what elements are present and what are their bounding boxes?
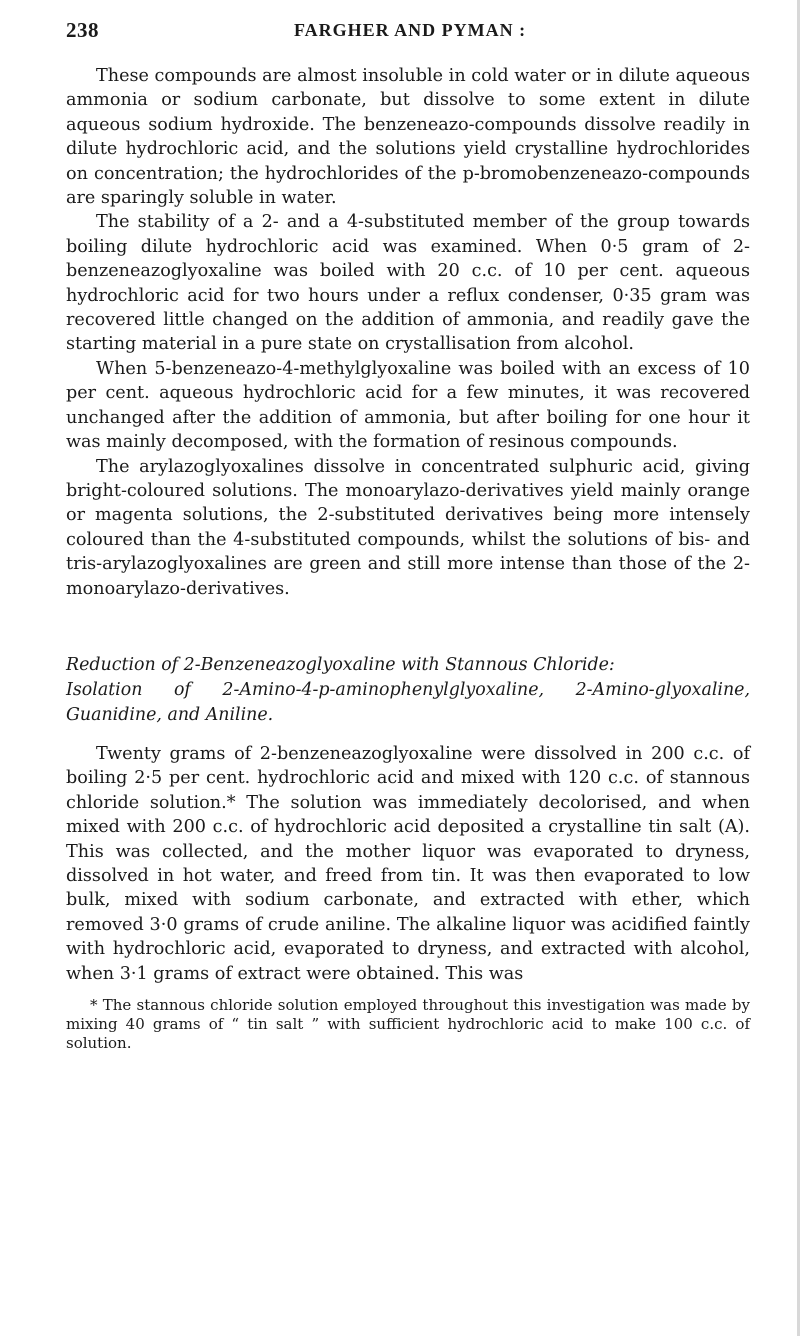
body-text xyxy=(66,64,750,1053)
paragraph-sulphuric: The arylazoglyoxalines dissolve in concentrated sulphuric acid, giving bright-coloured solutions. The monoarylazo-derivatives yield mainly orange or magenta solutions, the 2-substituted derivatives being more intensely coloured than the 4-substituted compounds, whilst the solutions of bis- and tris-arylazoglyoxalines are green and still more intense than those of the 2-monoarylazo-derivatives. xyxy=(66,456,750,599)
running-head: FARGHER AND PYMAN : xyxy=(294,20,527,40)
section-heading xyxy=(66,653,750,728)
paragraph-reduction: Twenty grams of 2-benzeneazoglyoxaline were dissolved in 200 c.c. of boiling 2·5 per cent. hydrochloric acid and mixed with 120 c.c. of stannous chloride solution.* The solution was immediately decolorised, and when mixed with 200 c.c. of hydrochloric acid deposited a crystalline tin salt (A). This was collected, and the mother liquor was evaporated to dryness, dissolved in hot water, and freed from tin. It was then evaporated to low bulk, mixed with sodium carbonate, and extracted with ether, which removed 3·0 grams of crude aniline. The alkaline liquor was acidified faintly with hydrochloric acid, evaporated to dryness, and extracted with alcohol, when 3·1 grams of extract were obtained. This was xyxy=(66,743,750,984)
page-header xyxy=(66,18,746,46)
paragraph-stability: The stability of a 2- and a 4-substituted member of the group towards boiling dilute hydrochloric acid was examined. When 0·5 gram of 2-benzeneazoglyoxaline was boiled with 20 c.c. of 10 per cent. aqueous hydrochloric acid for two hours under a reflux condenser, 0·35 gram was recovered little changed on the addition of ammonia, and readily gave the starting material in a pure state on crystallisation from alcohol. xyxy=(66,212,750,355)
footnote: * The stannous chloride solution employed throughout this investigation was made by mixing 40 grams of “ tin salt ” with sufficient hydrochloric acid to make 100 c.c. of solution. xyxy=(66,996,750,1052)
paragraph-methyl: When 5-benzeneazo-4-methylglyoxaline was boiled with an excess of 10 per cent. aqueous hydrochloric acid for a few minutes, it was recovered unchanged after the addition of ammonia, but after boiling for one hour it was mainly decomposed, with the formation of resinous compounds. xyxy=(66,358,750,453)
section-heading-line2: Isolation of 2-Amino-4-p-aminophenylglyoxaline, 2-Amino-glyoxaline, Guanidine, and Aniline. xyxy=(66,679,750,725)
section-heading-line1: Reduction of 2-Benzeneazoglyoxaline with Stannous Chloride: xyxy=(66,654,615,675)
paragraph-solubility: These compounds are almost insoluble in cold water or in dilute aqueous ammonia or sodium carbonate, but dissolve to some extent in dilute aqueous sodium hydroxide. The benzeneazo-compounds dissolve readily in dilute hydrochloric acid, and the solutions yield crystalline hydrochlorides on concentration; the hydrochlorides of the p-bromobenzeneazo-compounds are sparingly soluble in water. xyxy=(66,66,750,209)
spacer xyxy=(66,728,750,742)
page-number: 238 xyxy=(66,18,99,42)
